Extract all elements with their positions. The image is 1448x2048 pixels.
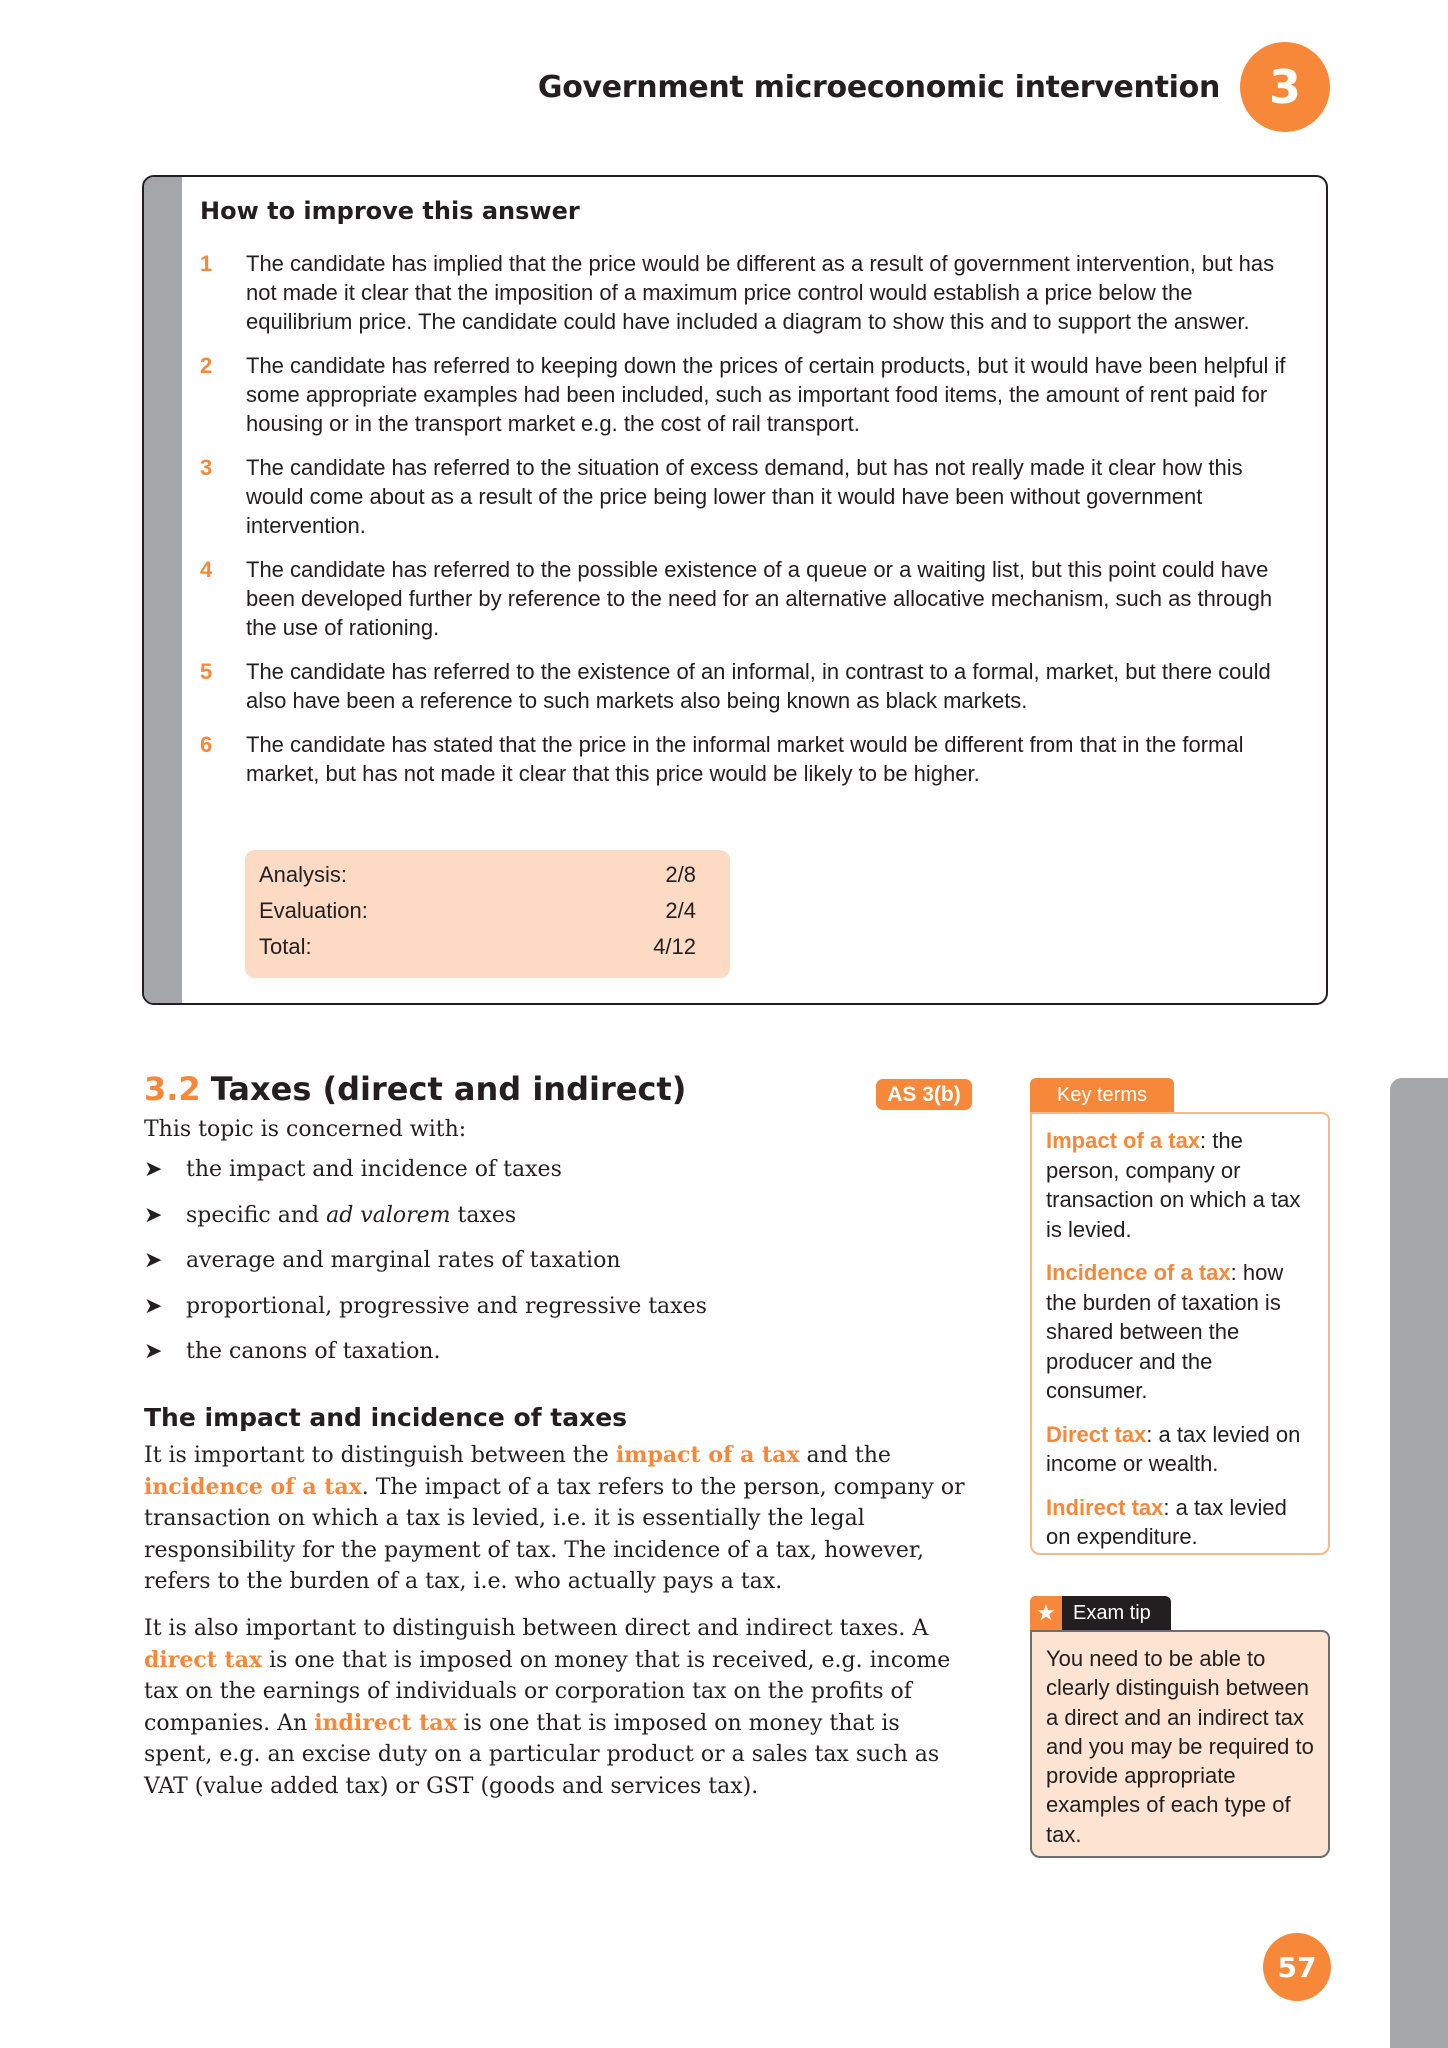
improvement-points (200, 249, 1290, 803)
subheading: The impact and incidence of taxes (144, 1403, 628, 1432)
point-number: 1 (200, 251, 213, 276)
arrow-bullet-icon: ➤ (144, 1248, 163, 1273)
score-value: 4/12 (653, 934, 696, 959)
chapter-number-badge: 3 (1240, 42, 1330, 132)
list-item-text: the impact and incidence of taxes (186, 1157, 562, 1182)
score-row-total (259, 929, 716, 965)
arrow-bullet-icon: ➤ (144, 1202, 163, 1228)
point-number: 3 (200, 455, 213, 480)
point-number: 2 (200, 353, 213, 378)
section-number: 3.2 (144, 1070, 201, 1108)
key-term-entry (1046, 1420, 1316, 1479)
point-item (200, 351, 1290, 438)
key-term-definition: : the person, company or transaction on which a tax is levied. (1046, 1128, 1301, 1242)
point-item (200, 555, 1290, 642)
list-item-text: the canons of taxation. (186, 1339, 441, 1364)
topic-intro: This topic is concerned with: (144, 1117, 467, 1142)
key-term-entry (1046, 1126, 1316, 1244)
point-text: The candidate has referred to the existence of an informal, in contrast to a formal, market, but there could also have been a reference to such markets also being known as black markets. (246, 659, 1271, 713)
score-row-evaluation (259, 893, 716, 929)
key-term-definition: : a tax levied on expenditure. (1046, 1494, 1287, 1549)
arrow-bullet-icon: ➤ (144, 1293, 163, 1319)
key-terms-tab: Key terms (1030, 1078, 1174, 1113)
exam-tip-box: You need to be able to clearly distinguish between a direct and an indirect tax and you may be required to provide appropriate examples of each type of tax. (1030, 1630, 1330, 1858)
list-item (144, 1157, 707, 1203)
para-text: It is also important to distinguish between direct and indirect taxes. A (144, 1616, 929, 1641)
point-text: The candidate has referred to the situation of excess demand, but has not really made it clear how this would come about as a result of the price being lower than it would have been without government intervention. (246, 455, 1243, 538)
key-term: Impact of a tax (1046, 1128, 1201, 1153)
point-text: The candidate has referred to keeping down the prices of certain products, but it would have been helpful if some appropriate examples had been included, such as important food items, the amount of rent paid for housing or in the transport market e.g. the cost of rail transport. (246, 353, 1286, 436)
score-value: 2/8 (665, 862, 696, 887)
score-summary (245, 850, 730, 978)
highlight-term: impact of a tax (615, 1442, 800, 1468)
highlight-term: direct tax (144, 1646, 263, 1673)
key-term: Incidence of a tax (1046, 1260, 1231, 1285)
exam-tip-label: Exam tip (1073, 1601, 1151, 1624)
arrow-bullet-icon: ➤ (144, 1157, 163, 1182)
point-text: The candidate has implied that the price would be different as a result of government intervention, but has not made it clear that the imposition of a maximum price control would establish a price below the equilibrium price. The candidate could have included a diagram to show this and to support the answer. (246, 251, 1275, 334)
point-number: 5 (200, 659, 213, 684)
point-item (200, 657, 1290, 715)
point-text: The candidate has stated that the price in the informal market would be different from that in the formal market, but has not made it clear that this price would be likely to be higher. (246, 732, 1244, 786)
list-item-text: average and marginal rates of taxation (186, 1248, 621, 1273)
star-icon: ★ (1030, 1596, 1062, 1630)
point-text: The candidate has referred to the possible existence of a queue or a waiting list, but this point could have been developed further by reference to the need for an alternative allocative mechanism, such as through the use of rationing. (246, 557, 1273, 640)
para-text: is one that is imposed on money that is received, e.g. income tax on the earnings of individuals or corporation tax on the profits of companies. An (144, 1647, 951, 1736)
point-item (200, 453, 1290, 540)
exam-tip-tab (1030, 1596, 1171, 1630)
syllabus-badge: AS 3(b) (876, 1079, 972, 1110)
list-item (144, 1203, 707, 1249)
score-value: 2/4 (665, 898, 696, 923)
score-label: Analysis: (259, 862, 348, 887)
para-text: and the (799, 1443, 891, 1468)
para-text: . The impact of a tax refers to the person, company or transaction on which a tax is levied, i.e. it is essentially the legal responsibility for the payment of tax. The incidence of a tax, however, refers to the burden of a tax, i.e. who actually pays a tax. (144, 1474, 965, 1594)
point-item (200, 249, 1290, 336)
list-item (144, 1248, 707, 1294)
section-title: Taxes (direct and indirect) (210, 1070, 687, 1108)
key-term: Indirect tax (1046, 1494, 1164, 1520)
page-edge-tab (1390, 1078, 1448, 2048)
section-heading (144, 1070, 686, 1108)
box-title: How to improve this answer (200, 197, 580, 225)
body-paragraph-1 (144, 1440, 974, 1598)
para-text: is one that is imposed on money that is spent, e.g. an excise duty on a particular product or a sales tax such as VAT (value added tax) or GST (goods and services tax). (144, 1710, 940, 1799)
point-number: 6 (200, 732, 213, 757)
score-label: Total: (259, 934, 312, 959)
highlight-term: incidence of a tax (144, 1473, 362, 1500)
chapter-title: Government microeconomic intervention (537, 70, 1220, 105)
key-term-definition: : how the burden of taxation is shared between the producer and the consumer. (1046, 1260, 1284, 1403)
list-item-emphasis: ad valorem (326, 1202, 451, 1228)
score-row-analysis (259, 857, 716, 893)
point-item (200, 730, 1290, 788)
list-item-text: specific and (186, 1202, 327, 1228)
point-number: 4 (200, 557, 213, 582)
body-paragraph-2 (144, 1613, 974, 1802)
key-term-entry (1046, 1258, 1316, 1406)
page-number: 57 (1263, 1933, 1331, 2001)
key-term-entry (1046, 1493, 1316, 1552)
list-item-text: taxes (450, 1202, 517, 1228)
topic-list (144, 1157, 707, 1385)
improve-answer-box (142, 175, 1328, 1005)
highlight-term: indirect tax (314, 1709, 457, 1736)
list-item (144, 1294, 707, 1340)
list-item (144, 1339, 707, 1385)
key-term: Direct tax (1046, 1421, 1147, 1447)
list-item-text: proportional, progressive and regressive taxes (186, 1293, 707, 1319)
key-terms-box (1030, 1112, 1330, 1555)
box-side-stripe (144, 177, 182, 1003)
score-label: Evaluation: (259, 898, 368, 923)
key-term-definition: : a tax levied on income or wealth. (1046, 1421, 1301, 1476)
arrow-bullet-icon: ➤ (144, 1339, 163, 1364)
para-text: It is important to distinguish between the (144, 1443, 616, 1468)
